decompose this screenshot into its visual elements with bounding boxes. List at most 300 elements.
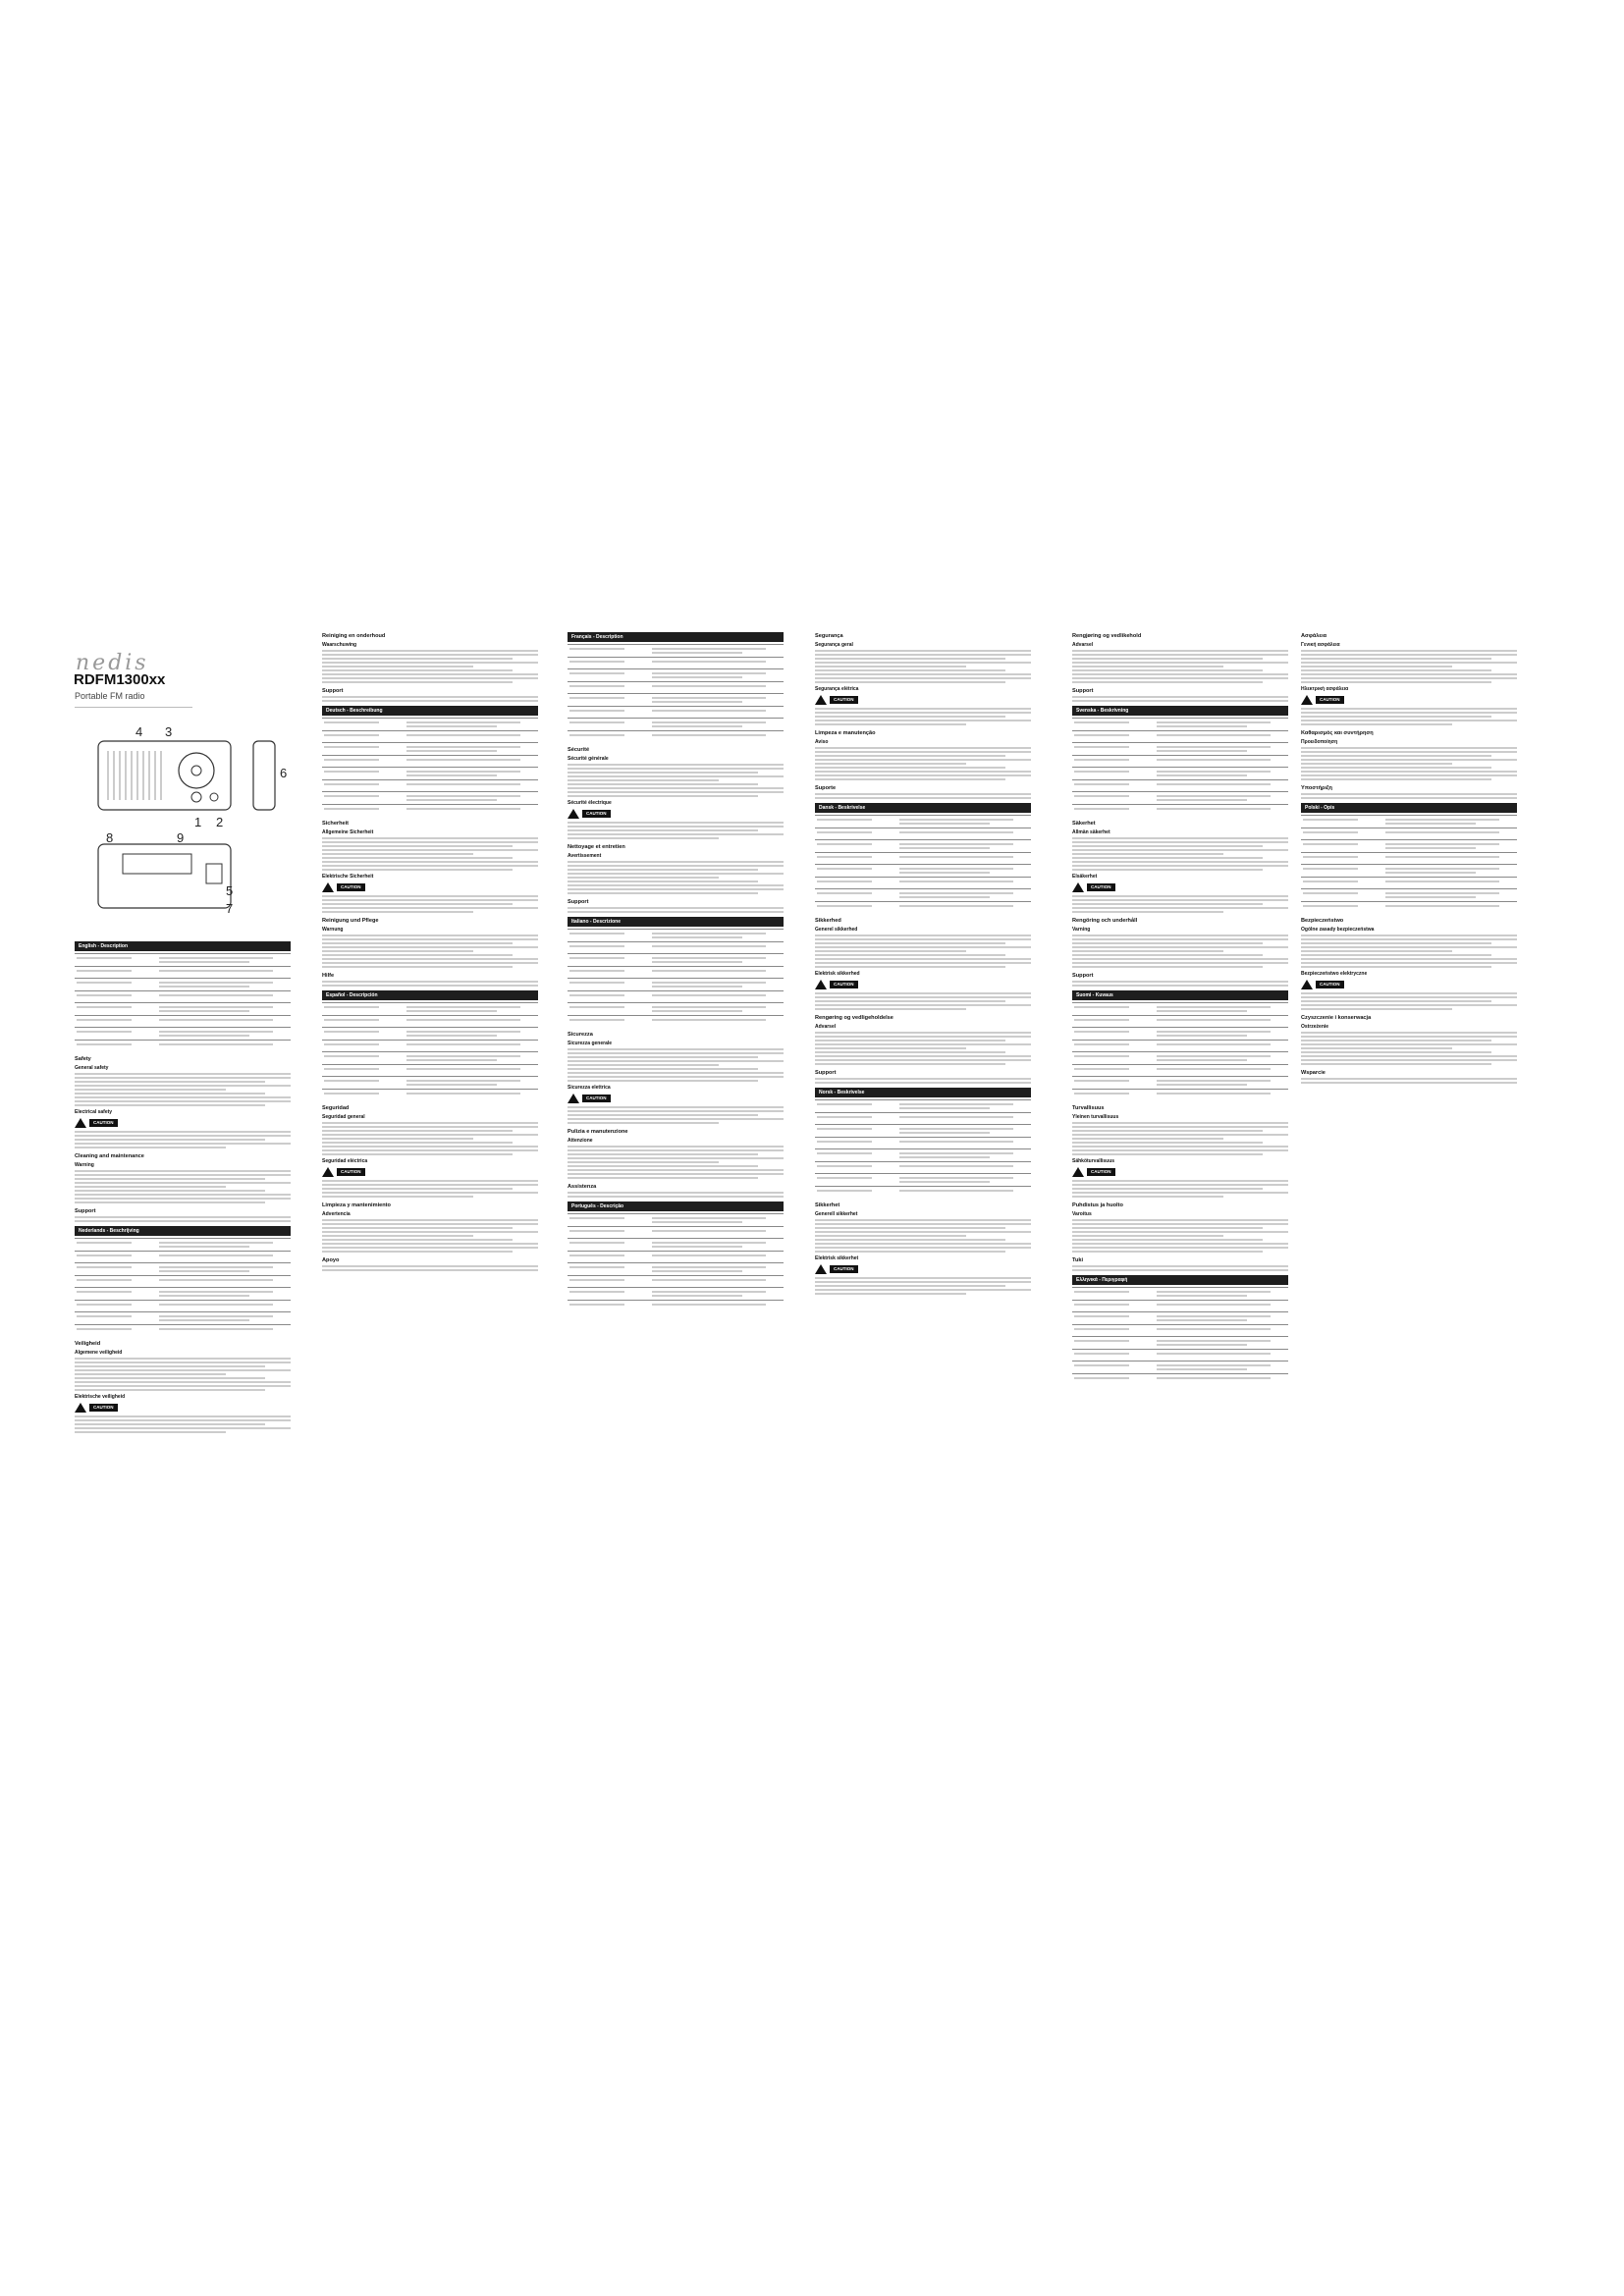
table-cell: [815, 889, 897, 902]
text-line: [406, 721, 521, 723]
subsection-title: Allmän säkerhet: [1072, 829, 1110, 835]
table-row: [1301, 828, 1517, 840]
text-line: [568, 1192, 784, 1194]
subsection-title: Seguridad general: [322, 1114, 365, 1120]
subsection-title: Advertencia: [322, 1211, 351, 1217]
text-line: [322, 1146, 538, 1148]
text-line: [568, 1118, 784, 1120]
section-header: Deutsch - Beschreibung: [322, 706, 538, 716]
text-line: [815, 942, 1005, 944]
text-line: [1301, 1063, 1491, 1065]
spec-table: [568, 644, 784, 742]
subsection-title: General safety: [75, 1065, 109, 1071]
text-line: [1072, 853, 1223, 855]
table-row: [322, 1065, 538, 1077]
table-row: [1301, 878, 1517, 889]
text-line: [322, 654, 538, 656]
text-line: [815, 755, 1005, 757]
table-cell: [75, 1312, 157, 1325]
table-cell: [75, 1252, 157, 1263]
text-line: [1072, 942, 1263, 944]
text-line: [815, 654, 1031, 656]
text-line: [406, 759, 521, 761]
text-line: [75, 1362, 291, 1363]
text-line: [1301, 658, 1491, 660]
table-cell: [650, 942, 784, 954]
caution-warning: [815, 695, 1031, 705]
table-row: [815, 1187, 1031, 1199]
text-line: [1303, 856, 1358, 858]
text-line: [406, 783, 521, 785]
table-cell: [568, 719, 650, 731]
text-line: [322, 1251, 513, 1253]
caution-warning: [1301, 695, 1517, 705]
caution-warning: [1072, 1167, 1288, 1177]
text-line: [75, 1389, 265, 1391]
section-title: Pulizia e manutenzione: [568, 1129, 628, 1135]
table-row: [1301, 865, 1517, 878]
text-line: [75, 1143, 291, 1145]
text-line: [1157, 1291, 1272, 1293]
text-line: [568, 768, 784, 770]
text-line: [652, 933, 767, 934]
text-line: [1157, 1080, 1272, 1082]
text-line: [569, 710, 624, 712]
text-line: [815, 992, 1031, 994]
text-line: [406, 1084, 498, 1086]
text-line: [652, 676, 743, 678]
text-line: [1074, 1328, 1129, 1330]
text-line: [815, 996, 1031, 998]
table-cell: [568, 930, 650, 942]
text-line: [1072, 673, 1288, 675]
table-cell: [1072, 1041, 1155, 1052]
text-line: [815, 962, 1031, 964]
text-line: [568, 1169, 784, 1171]
table-cell: [322, 792, 405, 805]
text-line: [569, 933, 624, 934]
table-row: [1301, 889, 1517, 902]
text-line: [1074, 1006, 1129, 1008]
table-row: [1072, 768, 1288, 780]
subsection-title: Elsäkerhet: [1072, 874, 1098, 880]
table-cell: [1155, 1301, 1288, 1312]
text-line: [815, 1285, 1005, 1287]
text-line: [817, 1103, 872, 1105]
table-cell: [322, 1016, 405, 1028]
table-row: [568, 1016, 784, 1028]
text-line: [322, 1239, 513, 1241]
text-line: [1301, 1047, 1452, 1049]
text-line: [815, 1247, 1031, 1249]
caution-badge: CAUTION: [582, 810, 611, 818]
text-line: [568, 881, 758, 882]
text-line: [1072, 1188, 1263, 1190]
text-line: [815, 767, 1005, 769]
table-cell: [322, 1077, 405, 1090]
table-row: [75, 954, 291, 967]
text-line: [1074, 759, 1129, 761]
table-cell: [1301, 889, 1383, 902]
text-line: [1385, 881, 1500, 882]
warning-triangle-icon: [1301, 980, 1313, 989]
text-line: [1301, 673, 1517, 675]
table-cell: [650, 707, 784, 719]
text-line: [159, 994, 274, 996]
text-line: [322, 962, 538, 964]
text-line: [817, 1177, 872, 1179]
text-line: [815, 1293, 966, 1295]
section-header: Ελληνικά - Περιγραφή: [1072, 1275, 1288, 1285]
text-line: [77, 1019, 132, 1021]
text-line: [817, 831, 872, 833]
text-line: [159, 1266, 274, 1268]
text-line: [1072, 869, 1263, 871]
caution-badge: CAUTION: [89, 1119, 118, 1127]
text-line: [159, 1328, 274, 1330]
section-title: Säkerhet: [1072, 821, 1096, 827]
section-title: Sicherheit: [322, 821, 350, 827]
table-row: [75, 967, 291, 979]
text-line: [652, 957, 767, 959]
text-line: [1301, 1055, 1517, 1057]
text-line: [1301, 763, 1452, 765]
text-line: [815, 1036, 1031, 1038]
text-line: [815, 666, 966, 667]
text-line: [899, 847, 991, 849]
diagram-label-9: 9: [177, 830, 185, 845]
text-line: [1074, 1055, 1129, 1057]
table-row: [75, 1028, 291, 1041]
text-line: [815, 650, 1031, 652]
text-line: [815, 1059, 1031, 1061]
text-line: [1301, 669, 1491, 671]
text-line: [1157, 1006, 1272, 1008]
table-row: [75, 1301, 291, 1312]
text-line: [75, 1096, 291, 1098]
text-line: [569, 648, 624, 650]
table-cell: [1155, 1362, 1288, 1374]
subsection-title: Segurança elétrica: [815, 686, 859, 692]
table-cell: [568, 991, 650, 1003]
text-line: [1072, 861, 1288, 863]
text-line: [322, 1235, 473, 1237]
text-line: [1157, 1353, 1272, 1355]
text-line: [75, 1182, 291, 1184]
text-line: [569, 1266, 624, 1268]
text-line: [1157, 1093, 1272, 1095]
text-line: [568, 1110, 784, 1112]
text-line: [1074, 746, 1129, 748]
text-line: [1074, 1364, 1129, 1366]
text-line: [568, 1196, 784, 1198]
section-title: Limpeza e manutenção: [815, 730, 876, 736]
text-line: [568, 869, 758, 871]
table-cell: [75, 1276, 157, 1288]
spec-table: [568, 929, 784, 1027]
text-line: [899, 1177, 1014, 1179]
text-line: [322, 907, 538, 909]
table-cell: [1383, 840, 1517, 853]
text-line: [1157, 1295, 1248, 1297]
text-line: [569, 1304, 624, 1306]
text-line: [75, 1131, 291, 1133]
text-line: [77, 1242, 132, 1244]
product-subtitle: Portable FM radio: [75, 691, 145, 701]
text-line: [322, 869, 513, 871]
text-line: [324, 1080, 379, 1082]
text-line: [899, 1141, 1014, 1143]
text-line: [652, 710, 767, 712]
text-line: [569, 685, 624, 687]
table-cell: [1383, 889, 1517, 902]
table-row: [322, 719, 538, 731]
text-line: [815, 1063, 1005, 1065]
text-line: [652, 1270, 743, 1272]
text-line: [75, 1220, 291, 1222]
caution-badge: CAUTION: [1316, 981, 1344, 988]
text-line: [652, 1291, 767, 1293]
table-cell: [405, 1090, 538, 1101]
text-line: [1385, 831, 1500, 833]
table-row: [568, 1263, 784, 1276]
text-line: [1074, 734, 1129, 736]
text-line: [815, 1235, 966, 1237]
table-row: [322, 1028, 538, 1041]
text-line: [322, 1227, 513, 1229]
text-line: [75, 1186, 226, 1188]
text-line: [159, 957, 274, 959]
table-cell: [157, 1239, 291, 1252]
text-line: [568, 1153, 758, 1155]
caution-warning: [815, 980, 1031, 989]
table-cell: [815, 1100, 897, 1113]
text-line: [652, 1246, 743, 1248]
table-cell: [75, 1016, 157, 1028]
table-cell: [815, 1113, 897, 1125]
text-line: [1072, 1247, 1288, 1249]
text-line: [815, 751, 1031, 753]
text-line: [1157, 1043, 1272, 1045]
divider: [75, 707, 192, 708]
table-row: [568, 991, 784, 1003]
table-cell: [322, 731, 405, 743]
text-line: [1072, 1146, 1288, 1148]
section-title: Veiligheid: [75, 1341, 101, 1347]
text-line: [1072, 934, 1288, 936]
text-line: [1074, 1031, 1129, 1033]
text-line: [1385, 847, 1477, 849]
text-line: [75, 1135, 291, 1137]
text-line: [159, 986, 250, 988]
text-line: [817, 868, 872, 870]
table-row: [1072, 1337, 1288, 1350]
table-cell: [1155, 719, 1288, 731]
table-cell: [322, 1090, 405, 1101]
text-line: [568, 911, 784, 913]
table-cell: [815, 840, 897, 853]
table-row: [1072, 805, 1288, 817]
text-line: [899, 1165, 1014, 1167]
text-line: [815, 759, 1031, 761]
text-line: [1072, 700, 1288, 702]
text-line: [322, 1196, 473, 1198]
table-row: [1072, 1350, 1288, 1362]
text-line: [569, 1006, 624, 1008]
table-cell: [322, 768, 405, 780]
text-line: [77, 1304, 132, 1306]
text-line: [1301, 771, 1517, 773]
text-line: [1074, 795, 1129, 797]
table-row: [1072, 1288, 1288, 1301]
section-title: Support: [1072, 688, 1094, 694]
table-row: [75, 1288, 291, 1301]
table-cell: [650, 1276, 784, 1288]
text-line: [1301, 681, 1491, 683]
text-line: [324, 734, 379, 736]
warning-triangle-icon: [1072, 882, 1084, 892]
warning-triangle-icon: [322, 1167, 334, 1177]
text-line: [568, 779, 719, 781]
text-line: [1303, 843, 1358, 845]
text-line: [1072, 1130, 1263, 1132]
table-row: [322, 768, 538, 780]
text-line: [322, 954, 513, 956]
text-line: [568, 837, 719, 839]
text-line: [1072, 950, 1223, 952]
table-cell: [815, 865, 897, 878]
subsection-title: Sähköturvallisuus: [1072, 1158, 1115, 1164]
text-line: [406, 1031, 521, 1033]
text-line: [324, 1093, 379, 1095]
text-line: [324, 795, 379, 797]
text-line: [75, 1415, 291, 1417]
table-row: [1072, 792, 1288, 805]
table-cell: [815, 902, 897, 914]
diagram-label-3: 3: [165, 724, 173, 739]
text-line: [324, 1043, 379, 1045]
table-row: [322, 1052, 538, 1065]
text-line: [1301, 1040, 1491, 1041]
table-row: [322, 805, 538, 817]
table-cell: [75, 1301, 157, 1312]
table-row: [75, 1003, 291, 1016]
table-row: [75, 1252, 291, 1263]
section-title: Sikkerhed: [815, 918, 841, 924]
text-line: [1074, 1315, 1129, 1317]
table-cell: [568, 1227, 650, 1239]
text-line: [1301, 666, 1452, 667]
warning-triangle-icon: [568, 1094, 579, 1103]
table-cell: [568, 658, 650, 669]
table-row: [322, 756, 538, 768]
text-line: [1301, 958, 1517, 960]
text-line: [322, 1130, 513, 1132]
table-cell: [1072, 1016, 1155, 1028]
text-line: [568, 1080, 758, 1082]
text-line: [815, 1043, 1031, 1045]
table-cell: [1072, 1374, 1155, 1386]
table-cell: [405, 743, 538, 756]
text-line: [322, 650, 538, 652]
text-line: [568, 892, 758, 894]
text-line: [1072, 903, 1263, 905]
table-cell: [815, 828, 897, 840]
text-line: [568, 829, 758, 831]
caution-warning: [75, 1118, 291, 1128]
text-line: [815, 938, 1031, 940]
text-line: [899, 831, 1014, 833]
text-line: [159, 1006, 274, 1008]
table-row: [815, 865, 1031, 878]
text-line: [815, 747, 1031, 749]
text-line: [817, 856, 872, 858]
text-line: [1072, 899, 1288, 901]
text-line: [1385, 823, 1477, 825]
text-line: [406, 1068, 521, 1070]
section-header: Nederlands - Beschrijving: [75, 1226, 291, 1236]
table-cell: [650, 658, 784, 669]
text-line: [1301, 767, 1491, 769]
table-cell: [157, 979, 291, 991]
text-line: [568, 1064, 719, 1066]
table-cell: [1155, 1016, 1288, 1028]
text-line: [1157, 1084, 1248, 1086]
table-cell: [322, 1065, 405, 1077]
spec-table: [1072, 1002, 1288, 1100]
text-line: [77, 1315, 132, 1317]
table-cell: [897, 1174, 1031, 1187]
text-line: [322, 1126, 538, 1128]
text-line: [899, 823, 991, 825]
text-line: [1157, 1010, 1248, 1012]
text-line: [815, 774, 1031, 776]
text-line: [815, 681, 1005, 683]
text-line: [1072, 1196, 1223, 1198]
text-line: [159, 1035, 250, 1037]
text-line: [1072, 1239, 1263, 1241]
section-title: Support: [75, 1208, 96, 1214]
text-line: [324, 808, 379, 810]
text-line: [322, 942, 513, 944]
table-cell: [815, 1138, 897, 1149]
table-cell: [568, 645, 650, 658]
caution-warning: [322, 882, 538, 892]
text-line: [1385, 905, 1500, 907]
text-line: [1301, 751, 1517, 753]
column-1: [75, 937, 291, 1435]
text-line: [1157, 808, 1272, 810]
text-line: [899, 1107, 991, 1109]
subsection-title: Sécurité générale: [568, 756, 609, 762]
text-line: [1072, 650, 1288, 652]
text-line: [569, 945, 624, 947]
text-line: [568, 764, 784, 766]
text-line: [568, 1165, 758, 1167]
text-line: [652, 1006, 767, 1008]
text-line: [324, 1031, 379, 1033]
text-line: [1301, 996, 1517, 998]
text-line: [159, 1279, 274, 1281]
subsection-title: Waarschuwing: [322, 642, 357, 648]
text-line: [899, 1116, 1014, 1118]
warning-triangle-icon: [815, 980, 827, 989]
text-line: [406, 1019, 521, 1021]
section-title: Sécurité: [568, 747, 590, 753]
text-line: [899, 881, 1014, 882]
table-cell: [157, 1041, 291, 1052]
text-line: [1157, 1019, 1272, 1021]
